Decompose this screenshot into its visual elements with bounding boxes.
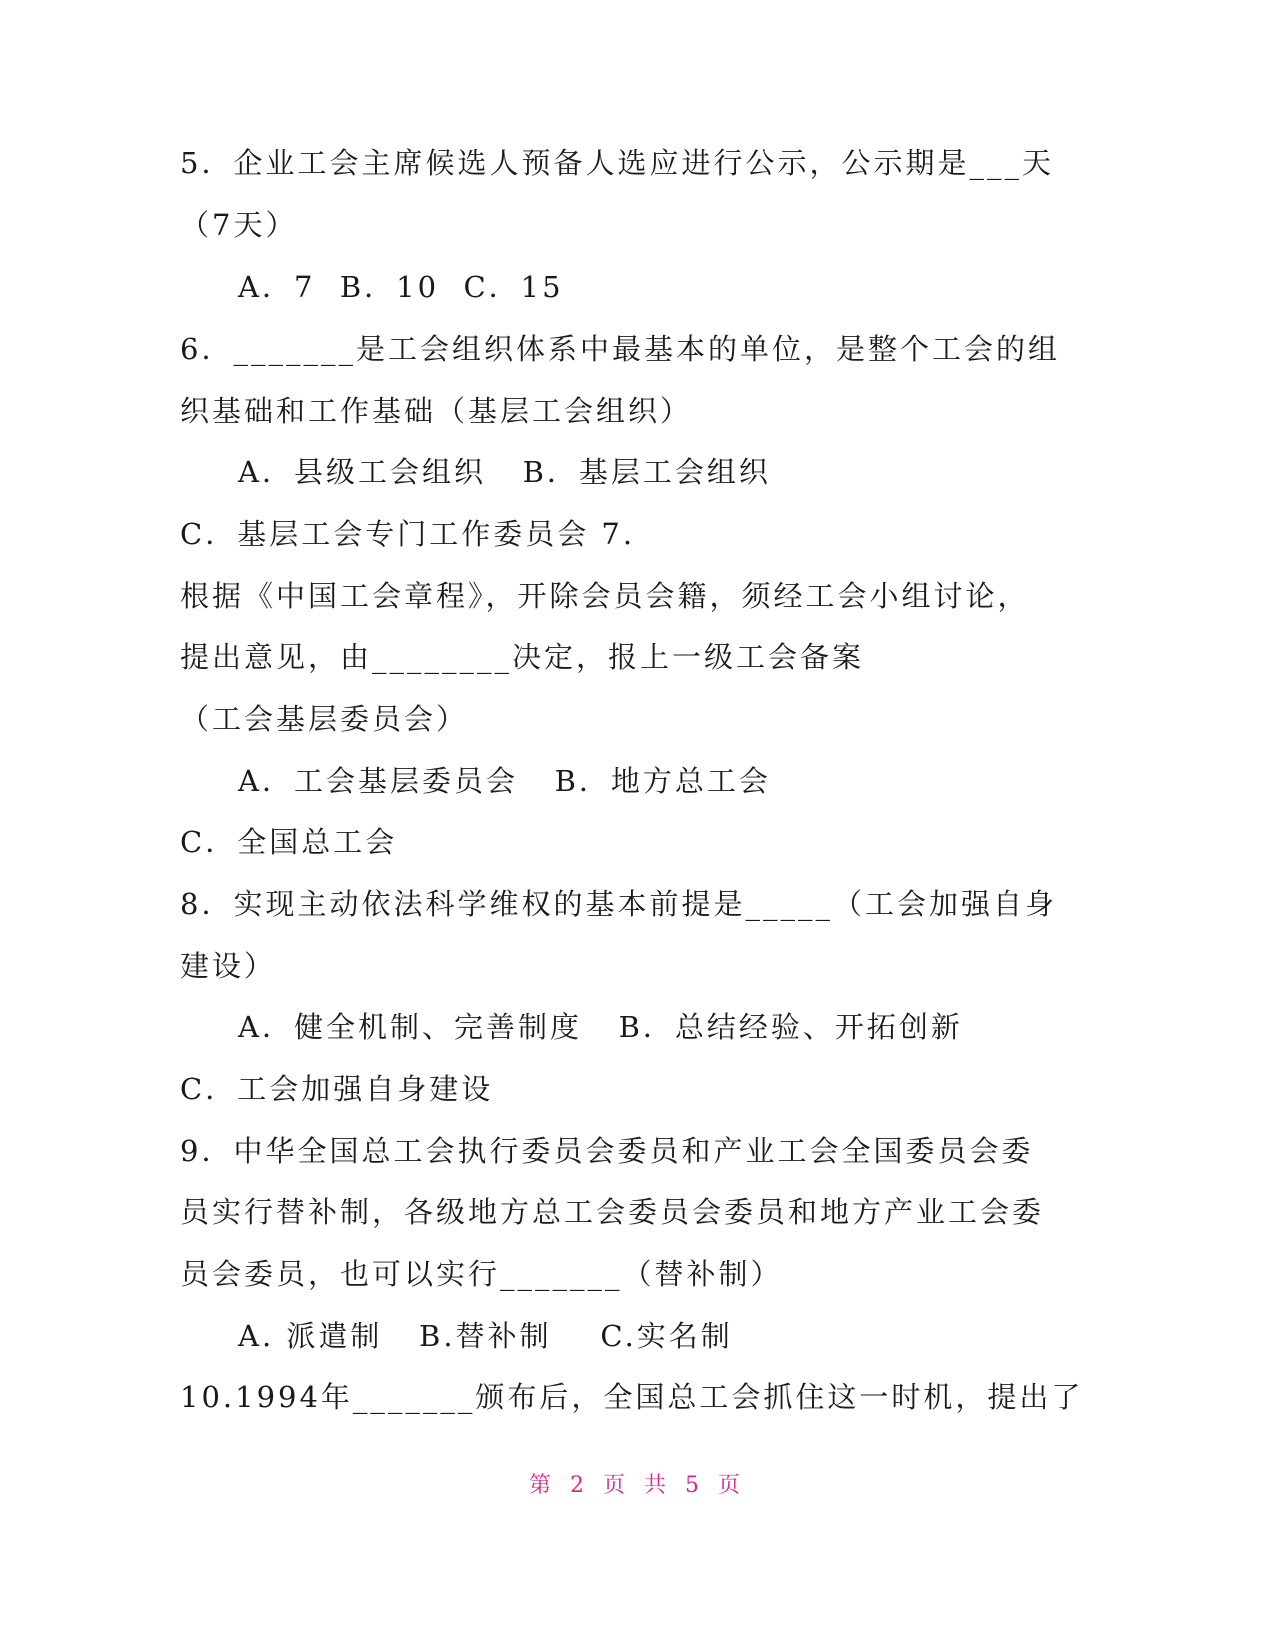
question-9-line-3: 员会委员，也可以实行_______（替补制）	[180, 1257, 783, 1291]
question-8-options-ab: A．健全机制、完善制度 B．总结经验、开拓创新	[238, 1010, 963, 1044]
question-10-line-1: 10.1994年_______颁布后，全国总工会抓住这一时机，提出了	[180, 1380, 1084, 1414]
question-7-line-1: 根据《中国工会章程》，开除会员会籍，须经工会小组讨论，	[180, 579, 1030, 613]
question-7-answer: （工会基层委员会）	[180, 702, 469, 736]
question-9-line-1: 9．中华全国总工会执行委员会委员和产业工会全国委员会委	[180, 1134, 1034, 1168]
question-6-option-c: C．基层工会专门工作委员会 7.	[180, 517, 636, 551]
question-9-line-2: 员实行替补制，各级地方总工会委员会委员和地方产业工会委	[180, 1195, 1045, 1229]
question-5-answer: （7天）	[180, 208, 298, 242]
question-5-line-1: 5．企业工会主席候选人预备人选应进行公示，公示期是___天	[180, 146, 1054, 180]
question-8-line-2: 建设）	[180, 949, 277, 983]
question-8-option-c: C．工会加强自身建设	[180, 1072, 494, 1106]
question-6-line-1: 6．_______是工会组织体系中最基本的单位，是整个工会的组	[180, 332, 1060, 366]
question-7-line-2: 提出意见，由________决定，报上一级工会备案	[180, 640, 865, 674]
question-7-options-ab: A．工会基层委员会 B．地方总工会	[238, 764, 771, 798]
question-9-options: A. 派遣制 B.替补制 C.实名制	[238, 1319, 733, 1353]
question-6-line-2: 织基础和工作基础（基层工会组织）	[180, 394, 693, 428]
question-6-options-ab: A．县级工会组织 B．基层工会组织	[238, 455, 771, 489]
question-7-option-c: C．全国总工会	[180, 825, 398, 859]
page-footer: 第 2 页 共 5 页	[529, 1473, 746, 1498]
question-8-line-1: 8．实现主动依法科学维权的基本前提是_____（工会加强自身	[180, 887, 1057, 921]
question-5-options: A．7 B．10 C．15	[238, 270, 564, 304]
